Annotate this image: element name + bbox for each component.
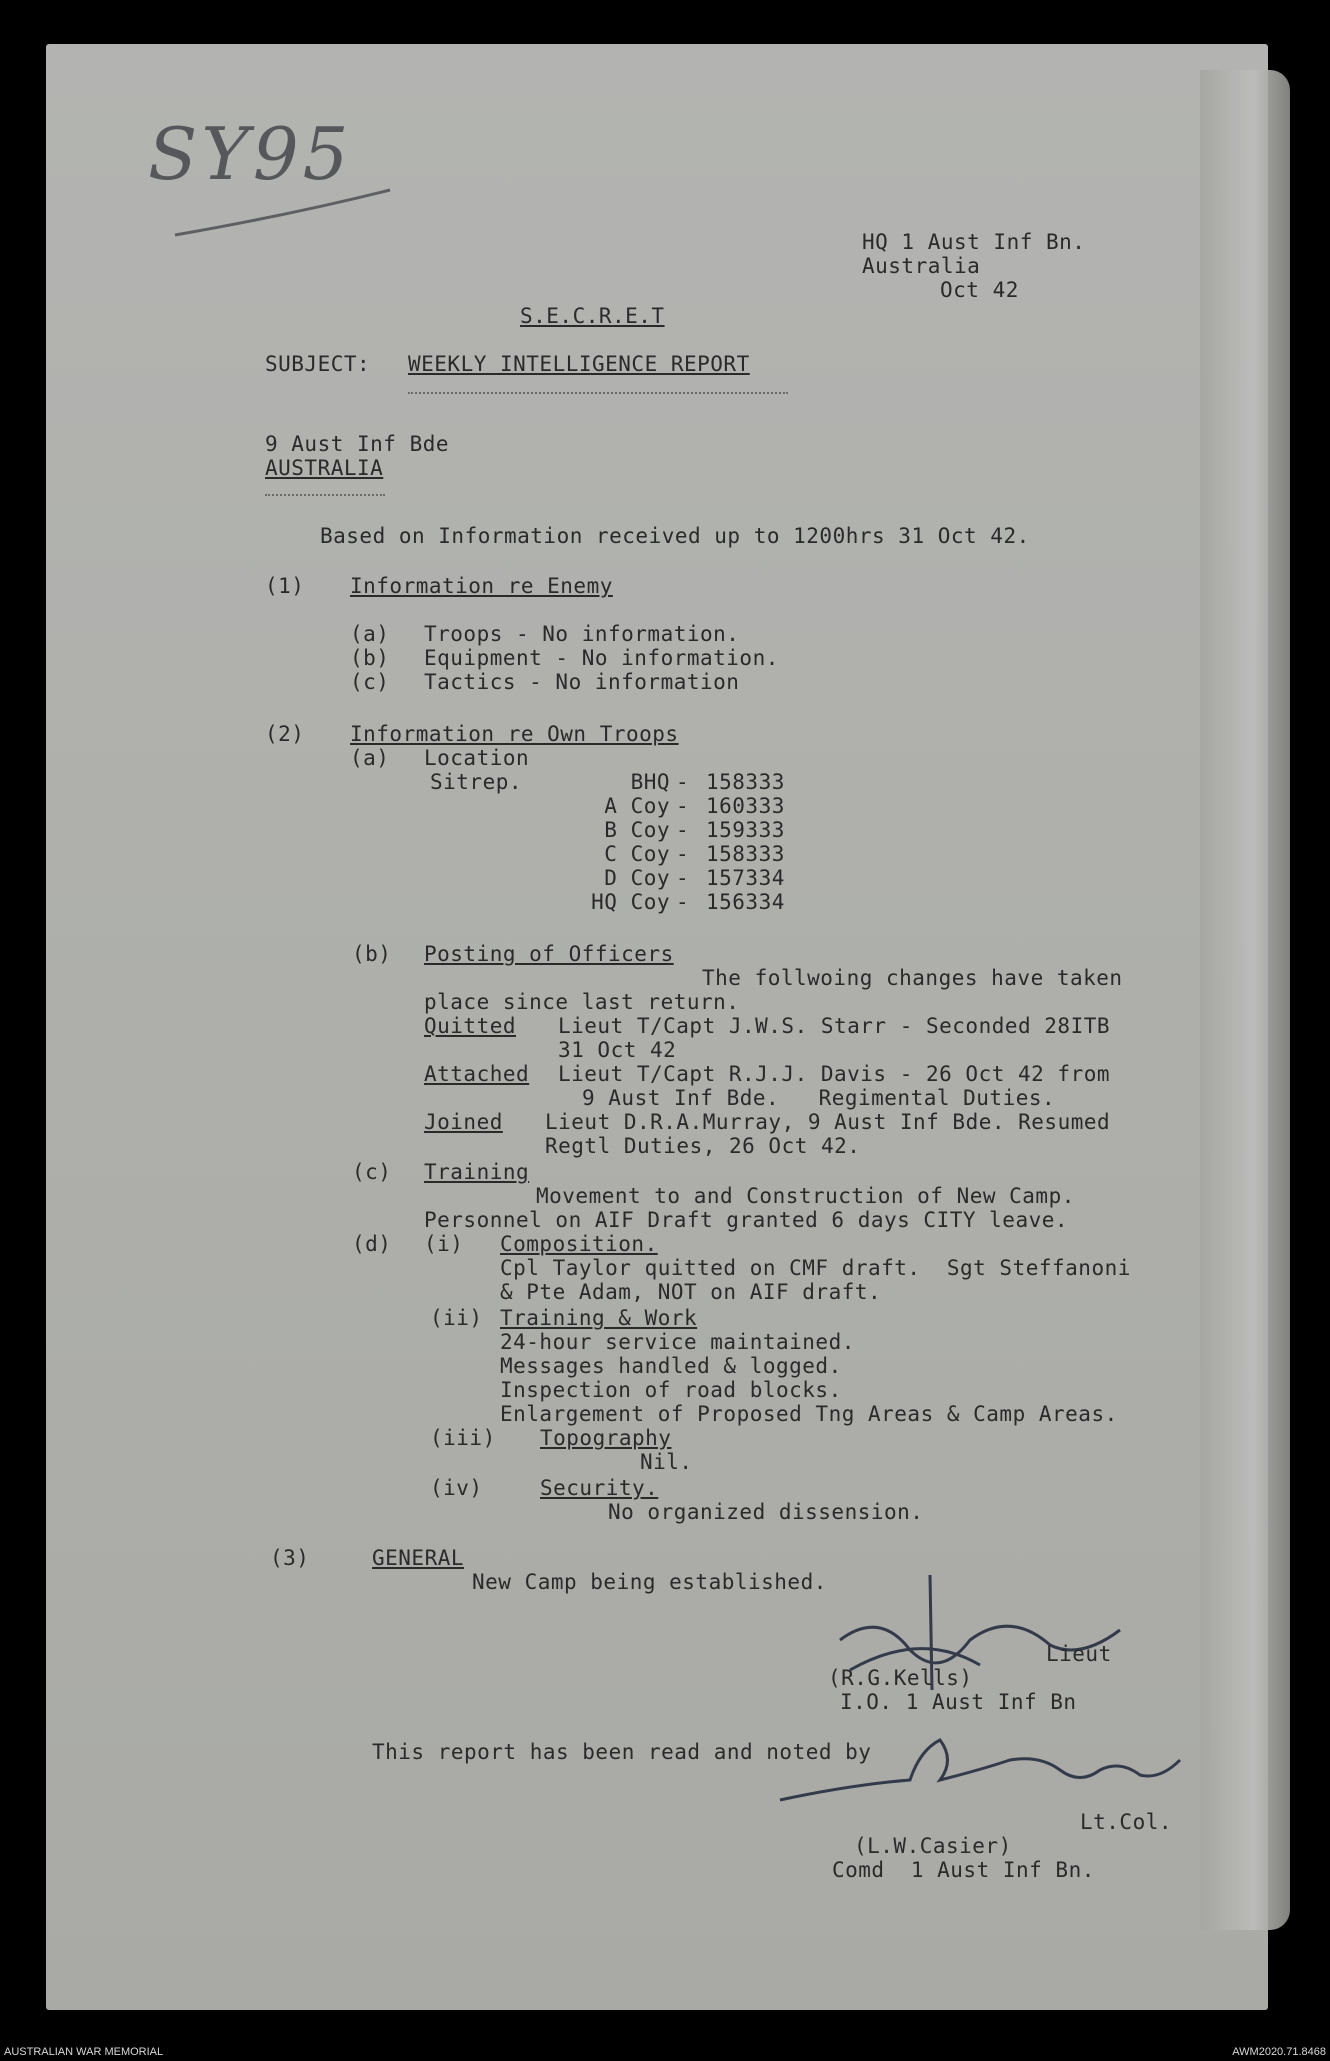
section2-d-i-title: Composition. [500,1232,658,1256]
training-work-line: Messages handled & logged. [500,1354,842,1378]
posting-quitted-line1: Lieut T/Capt J.W.S. Starr - Seconded 28ITB [558,1014,1111,1038]
addressee-line2: AUSTRALIA [265,456,384,480]
location-ref: 158333 [706,770,785,794]
handwritten-reference: SY95 [148,112,353,196]
section2-b-title: Posting of Officers [424,942,674,966]
header-unit: HQ 1 Aust Inf Bn. [862,230,1086,254]
section2-d-iv-mark: (iv) [430,1476,483,1500]
posting-joined-line2: Regtl Duties, 26 Oct 42. [545,1134,861,1158]
training-line2: Personnel on AIF Draft granted 6 days CITY leave. [424,1208,1069,1232]
addressee-dotted-rule [265,494,385,496]
location-unit: BHQ [630,770,670,794]
section2-c-title: Training [424,1160,530,1184]
topography-text: Nil. [640,1450,693,1474]
section1-item-b: Equipment - No information. [424,646,779,670]
location-dash: - [676,818,690,842]
section2-c-mark: (c) [352,1160,392,1184]
section2-d-iv-title: Security. [540,1476,659,1500]
section1-item-c: Tactics - No information [424,670,740,694]
section2-a-title: Location [424,746,530,770]
section1-item-c-mark: (c) [350,670,390,694]
location-unit: B Coy [604,818,670,842]
signature1-rank: Lieut [1046,1642,1112,1666]
addressee-line1: 9 Aust Inf Bde [265,432,450,456]
section2-d-i-mark: (i) [424,1232,464,1256]
classification: S.E.C.R.E.T [520,304,665,328]
location-unit: D Coy [604,866,670,890]
handwritten-stroke [170,185,400,245]
section1-item-a-mark: (a) [350,622,390,646]
training-work-line: Inspection of road blocks. [500,1378,842,1402]
training-line1: Movement to and Construction of New Camp. [536,1184,1075,1208]
location-unit: HQ Coy [591,890,670,914]
section1-title: Information re Enemy [350,574,613,598]
section2-a-mark: (a) [350,746,390,770]
composition-line1: Cpl Taylor quitted on CMF draft. Sgt Steffanoni [500,1256,1131,1280]
composition-line2: & Pte Adam, NOT on AIF draft. [500,1280,882,1304]
footer-left: AUSTRALIAN WAR MEMORIAL [4,2046,164,2058]
subject-title: WEEKLY INTELLIGENCE REPORT [408,352,750,376]
signature1-role: I.O. 1 Aust Inf Bn [840,1690,1077,1714]
signature-co [770,1730,1190,1820]
location-ref: 158333 [706,842,785,866]
section1-number: (1) [265,574,305,598]
posting-quitted-line2: 31 Oct 42 [558,1038,677,1062]
postings-intro-1: The follwoing changes have taken [702,966,1123,990]
section2-b-mark: (b) [352,942,392,966]
posting-joined-line1: Lieut D.R.A.Murray, 9 Aust Inf Bde. Resumed [545,1110,1111,1134]
location-ref: 156334 [706,890,785,914]
section2-d-iii-title: Topography [540,1426,672,1450]
signature2-name: (L.W.Casier) [854,1834,1012,1858]
subject-dotted-rule [408,392,788,394]
header-location: Australia [862,254,981,278]
location-ref: 157334 [706,866,785,890]
section3-number: (3) [270,1546,310,1570]
subject-label: SUBJECT: [265,352,371,376]
section2-d-mark: (d) [352,1232,392,1256]
section2-d-ii-mark: (ii) [430,1306,483,1330]
security-text: No organized dissension. [608,1500,924,1524]
location-ref: 160333 [706,794,785,818]
location-dash: - [676,866,690,890]
sitrep-label: Sitrep. [430,770,523,794]
postings-intro-2: place since last return. [424,990,740,1014]
posting-attached-line2: 9 Aust Inf Bde. Regimental Duties. [582,1086,1056,1110]
section2-d-iii-mark: (iii) [430,1426,496,1450]
header-date: Oct 42 [940,278,1019,302]
posting-attached-line1: Lieut T/Capt R.J.J. Davis - 26 Oct 42 from [558,1062,1111,1086]
signature2-role: Comd 1 Aust Inf Bn. [832,1858,1095,1882]
training-work-line: Enlargement of Proposed Tng Areas & Camp Areas. [500,1402,1118,1426]
location-ref: 159333 [706,818,785,842]
intro-line: Based on Information received up to 1200hrs 31 Oct 42. [320,524,1030,548]
training-work-line: 24-hour service maintained. [500,1330,855,1354]
posting-label-quitted: Quitted [424,1014,517,1038]
signature1-name: (R.G.Kells) [828,1666,973,1690]
posting-label-attached: Attached [424,1062,530,1086]
section2-d-ii-title: Training & Work [500,1306,698,1330]
signature2-rank: Lt.Col. [1080,1810,1173,1834]
section1-item-a: Troops - No information. [424,622,740,646]
location-dash: - [676,794,690,818]
section2-number: (2) [265,722,305,746]
noted-line: This report has been read and noted by [372,1740,872,1764]
location-unit: A Coy [604,794,670,818]
location-dash: - [676,890,690,914]
general-text: New Camp being established. [472,1570,827,1594]
location-unit: C Coy [604,842,670,866]
posting-label-joined: Joined [424,1110,503,1134]
location-dash: - [676,842,690,866]
footer-right: AWM2020.71.8468 [1232,2046,1326,2058]
location-dash: - [676,770,690,794]
paper-edge [1200,70,1290,1930]
section3-title: GENERAL [372,1546,465,1570]
section2-title: Information re Own Troops [350,722,679,746]
section1-item-b-mark: (b) [350,646,390,670]
